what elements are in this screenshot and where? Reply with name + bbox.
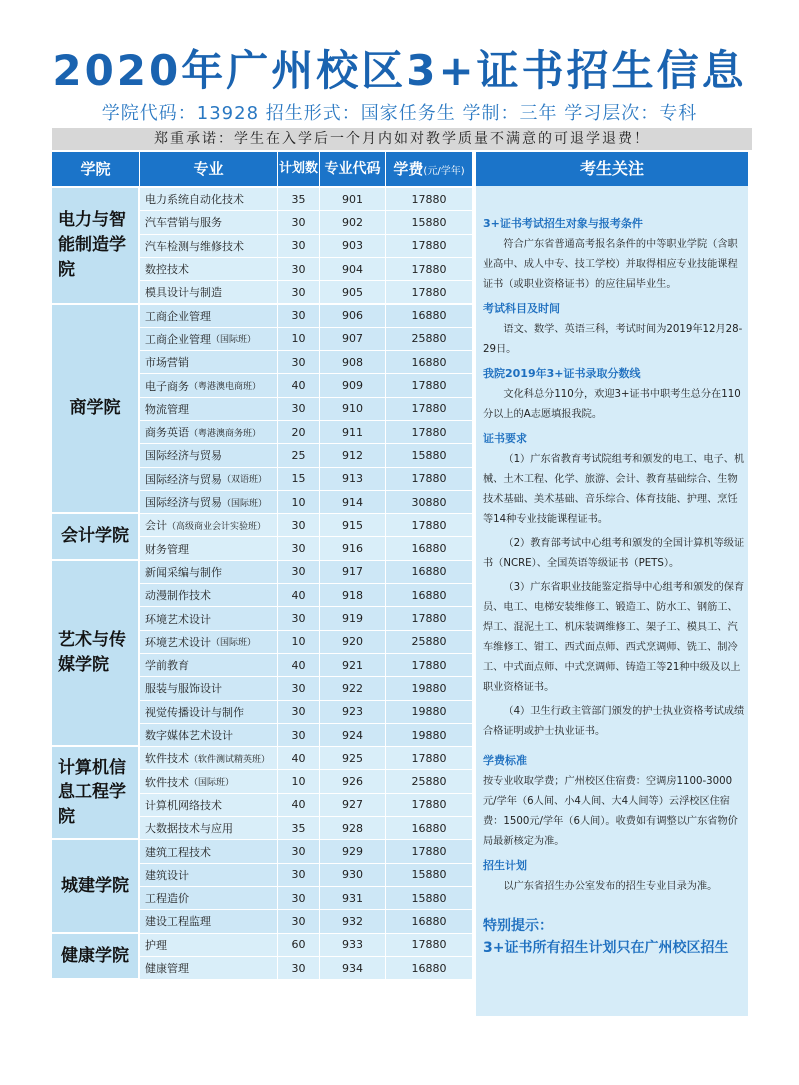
major-name: 服装与服饰设计 — [145, 682, 222, 696]
code-cell: 929 — [320, 840, 386, 862]
plan-cell: 30 — [278, 864, 320, 886]
plan-cell: 10 — [278, 491, 320, 513]
special-note-text: 3+证书所有招生计划只在广州校区招生 — [483, 940, 729, 956]
table-row — [140, 840, 472, 863]
major-note: （国际班） — [222, 498, 268, 509]
college-name: 计算机信息工程学院 — [52, 747, 140, 838]
fee-cell: 16880 — [386, 910, 472, 932]
code-cell: 909 — [320, 374, 386, 396]
fee-cell: 17880 — [386, 514, 472, 536]
major-cell — [140, 817, 278, 839]
section-plan-text: 以广东省招生办公室发布的招生专业目录为准。 — [503, 881, 718, 892]
major-name: 健康管理 — [145, 962, 189, 976]
major-cell — [140, 328, 278, 350]
plan-cell: 40 — [278, 654, 320, 676]
plan-cell: 30 — [278, 398, 320, 420]
fee-cell: 17880 — [386, 468, 472, 490]
major-cell — [140, 957, 278, 979]
code-cell: 932 — [320, 910, 386, 932]
table-row — [140, 328, 472, 351]
code-cell: 924 — [320, 724, 386, 746]
plan-cell: 30 — [278, 607, 320, 629]
plan-cell: 40 — [278, 584, 320, 606]
major-cell — [140, 421, 278, 443]
major-name: 大数据技术与应用 — [145, 822, 233, 836]
section-fee-text: 按专业收取学费；广州校区住宿费：空调房1100-3000元/学年（6人间、小4人间、大4人间等）云浮校区住宿费：1500元/学年（6人间）。收费如有调整以广东省物价局最新核定为准。 — [483, 776, 738, 847]
major-name: 计算机网络技术 — [145, 798, 222, 812]
major-name: 汽车营销与服务 — [145, 216, 222, 230]
major-cell — [140, 840, 278, 862]
major-note: （国际班） — [189, 778, 235, 789]
major-cell — [140, 747, 278, 769]
major-note: （软件测试精英班） — [189, 754, 271, 765]
table-row — [140, 864, 472, 887]
plan-cell: 30 — [278, 701, 320, 723]
major-cell — [140, 724, 278, 746]
major-rows — [140, 188, 472, 303]
plan-cell: 10 — [278, 631, 320, 653]
code-cell: 904 — [320, 258, 386, 280]
fee-cell: 15880 — [386, 864, 472, 886]
major-name: 建筑工程技术 — [145, 845, 211, 859]
plan-cell: 35 — [278, 817, 320, 839]
college-group — [52, 514, 472, 561]
table-row — [140, 468, 472, 491]
plan-cell: 30 — [278, 887, 320, 909]
major-name: 市场营销 — [145, 356, 189, 370]
major-cell — [140, 654, 278, 676]
major-cell — [140, 305, 278, 327]
table-row — [140, 374, 472, 397]
table-row — [140, 258, 472, 281]
plan-cell: 30 — [278, 305, 320, 327]
major-name: 模具设计与制造 — [145, 286, 222, 300]
plan-cell: 30 — [278, 677, 320, 699]
college-group — [52, 561, 472, 747]
major-note: （粤港澳商务班） — [189, 428, 262, 439]
college-group — [52, 934, 472, 981]
major-name: 新闻采编与制作 — [145, 565, 222, 579]
major-cell — [140, 677, 278, 699]
major-cell — [140, 631, 278, 653]
major-name: 国际经济与贸易 — [145, 472, 222, 486]
code-cell: 923 — [320, 701, 386, 723]
major-name: 工商企业管理 — [145, 309, 211, 323]
fee-cell: 19880 — [386, 677, 472, 699]
plan-cell: 30 — [278, 351, 320, 373]
fee-cell: 25880 — [386, 328, 472, 350]
major-name: 电力系统自动化技术 — [145, 193, 244, 207]
plan-cell: 15 — [278, 468, 320, 490]
table-row — [140, 631, 472, 654]
code-cell: 907 — [320, 328, 386, 350]
major-name: 学前教育 — [145, 659, 189, 673]
major-cell — [140, 794, 278, 816]
college-name: 会计学院 — [52, 514, 140, 559]
plan-cell: 40 — [278, 374, 320, 396]
major-cell — [140, 351, 278, 373]
code-cell: 933 — [320, 934, 386, 956]
fee-cell: 17880 — [386, 607, 472, 629]
code-cell: 928 — [320, 817, 386, 839]
code-cell: 912 — [320, 444, 386, 466]
table-row — [140, 514, 472, 537]
section-exam-title: 考试科目及时间 — [483, 302, 560, 315]
code-cell: 910 — [320, 398, 386, 420]
major-name: 工程造价 — [145, 892, 189, 906]
plan-cell: 30 — [278, 281, 320, 303]
plan-cell: 10 — [278, 328, 320, 350]
major-rows — [140, 305, 472, 513]
table-row — [140, 491, 472, 514]
code-cell: 917 — [320, 561, 386, 583]
major-cell — [140, 514, 278, 536]
major-rows — [140, 747, 472, 838]
table-row — [140, 584, 472, 607]
notice-panel — [476, 152, 748, 1016]
major-name: 建设工程监理 — [145, 915, 211, 929]
table-row — [140, 421, 472, 444]
table-row — [140, 747, 472, 770]
section-cert-text-2: （2）教育部考试中心组考和颁发的全国计算机等级证书（NCRE）、全国英语等级证书（PETS）。 — [483, 538, 745, 569]
major-name: 商务英语 — [145, 426, 189, 440]
table-row — [140, 910, 472, 933]
college-group — [52, 840, 472, 933]
plan-cell: 20 — [278, 421, 320, 443]
plan-cell: 30 — [278, 910, 320, 932]
admission-table — [52, 152, 472, 1016]
major-name: 环境艺术设计 — [145, 612, 211, 626]
major-rows — [140, 840, 472, 931]
major-cell — [140, 561, 278, 583]
page-subtitle: 学院代码：13928 招生形式：国家任务生 学制：三年 学习层次：专科 — [101, 103, 698, 124]
fee-cell: 17880 — [386, 747, 472, 769]
college-name: 城建学院 — [52, 840, 140, 931]
major-cell — [140, 188, 278, 210]
major-cell — [140, 444, 278, 466]
major-cell — [140, 258, 278, 280]
major-cell — [140, 398, 278, 420]
major-name: 国际经济与贸易 — [145, 449, 222, 463]
major-note: （国际班） — [211, 335, 257, 346]
code-cell: 901 — [320, 188, 386, 210]
college-name: 艺术与传媒学院 — [52, 561, 140, 745]
code-cell: 922 — [320, 677, 386, 699]
table-row — [140, 677, 472, 700]
special-note-title: 特别提示： — [483, 918, 553, 934]
plan-cell: 40 — [278, 794, 320, 816]
fee-cell: 15880 — [386, 444, 472, 466]
fee-cell: 17880 — [386, 258, 472, 280]
table-row — [140, 281, 472, 304]
major-name: 数字媒体艺术设计 — [145, 729, 233, 743]
code-cell: 916 — [320, 537, 386, 559]
plan-cell: 30 — [278, 514, 320, 536]
major-rows — [140, 514, 472, 559]
major-name: 国际经济与贸易 — [145, 496, 222, 510]
code-cell: 926 — [320, 770, 386, 792]
table-row — [140, 794, 472, 817]
major-cell — [140, 770, 278, 792]
code-cell: 903 — [320, 235, 386, 257]
fee-cell: 17880 — [386, 281, 472, 303]
table-row — [140, 188, 472, 211]
code-cell: 927 — [320, 794, 386, 816]
major-name: 工商企业管理 — [145, 332, 211, 346]
major-name: 软件技术 — [145, 752, 189, 766]
fee-cell: 19880 — [386, 701, 472, 723]
section-eligibility-title: 3+证书考试招生对象与报考条件 — [483, 217, 643, 230]
table-row — [140, 537, 472, 560]
major-cell — [140, 235, 278, 257]
table-row — [140, 957, 472, 980]
major-name: 数控技术 — [145, 263, 189, 277]
code-cell: 915 — [320, 514, 386, 536]
major-name: 汽车检测与维修技术 — [145, 239, 244, 253]
major-cell — [140, 468, 278, 490]
section-cert-text-4: （4）卫生行政主管部门颁发的护士执业资格考试成绩合格证明或护士执业证书。 — [483, 706, 745, 737]
plan-cell: 25 — [278, 444, 320, 466]
plan-cell: 30 — [278, 235, 320, 257]
code-cell: 919 — [320, 607, 386, 629]
plan-cell: 60 — [278, 934, 320, 956]
fee-cell: 16880 — [386, 561, 472, 583]
header-major: 专业 — [140, 152, 278, 186]
fee-cell: 25880 — [386, 770, 472, 792]
fee-cell: 16880 — [386, 305, 472, 327]
major-cell — [140, 584, 278, 606]
code-cell: 921 — [320, 654, 386, 676]
table-row — [140, 934, 472, 957]
major-cell — [140, 374, 278, 396]
code-cell: 913 — [320, 468, 386, 490]
major-cell — [140, 864, 278, 886]
college-name: 商学院 — [52, 305, 140, 513]
code-cell: 905 — [320, 281, 386, 303]
major-cell — [140, 211, 278, 233]
promise-banner: 郑重承诺：学生在入学后一个月内如对教学质量不满意的可退学退费！ — [52, 128, 752, 150]
major-cell — [140, 934, 278, 956]
table-row — [140, 561, 472, 584]
plan-cell: 30 — [278, 537, 320, 559]
section-score-title: 我院2019年3+证书录取分数线 — [483, 367, 641, 380]
major-name: 护理 — [145, 938, 167, 952]
code-cell: 930 — [320, 864, 386, 886]
major-cell — [140, 887, 278, 909]
code-cell: 934 — [320, 957, 386, 979]
fee-cell: 19880 — [386, 724, 472, 746]
fee-cell: 30880 — [386, 491, 472, 513]
header-fee-unit: (元/学年) — [423, 166, 465, 177]
plan-cell: 30 — [278, 840, 320, 862]
major-note: （高级商业会计实验班） — [167, 521, 267, 532]
section-exam-text: 语文、数学、英语三科，考试时间为2019年12月28-29日。 — [483, 324, 743, 355]
major-name: 视觉传播设计与制作 — [145, 705, 244, 719]
major-cell — [140, 281, 278, 303]
section-cert-text-1: （1）广东省教育考试院组考和颁发的电工、电子、机械、土木工程、化学、旅游、会计、教育基础综合、生物技术基础、美术基础、音乐综合、体育技能、护理、烹饪等14种专业技能课程证书。 — [483, 454, 745, 525]
major-cell — [140, 910, 278, 932]
table-row — [140, 235, 472, 258]
fee-cell: 15880 — [386, 211, 472, 233]
table-row — [140, 817, 472, 840]
section-cert-title: 证书要求 — [483, 432, 527, 445]
fee-cell: 15880 — [386, 887, 472, 909]
fee-cell: 16880 — [386, 957, 472, 979]
code-cell: 920 — [320, 631, 386, 653]
code-cell: 906 — [320, 305, 386, 327]
table-row — [140, 305, 472, 328]
college-group — [52, 188, 472, 305]
plan-cell: 10 — [278, 770, 320, 792]
major-cell — [140, 607, 278, 629]
bottom-margin — [0, 1018, 799, 1085]
plan-cell: 30 — [278, 957, 320, 979]
fee-cell: 25880 — [386, 631, 472, 653]
table-header — [52, 152, 472, 186]
table-row — [140, 724, 472, 747]
college-name: 电力与智能制造学院 — [52, 188, 140, 303]
panel-body — [483, 210, 745, 959]
table-row — [140, 701, 472, 724]
fee-cell: 17880 — [386, 840, 472, 862]
major-name: 环境艺术设计 — [145, 635, 211, 649]
code-cell: 925 — [320, 747, 386, 769]
section-cert-text-3: （3）广东省职业技能鉴定指导中心组考和颁发的保育员、电工、电梯安装维修工、锻造工、防水工、钢筋工、焊工、混泥土工、机床装调维修工、架子工、模具工、汽车维修工、钳工、西式面点师、西式烹调师、铣工、制冷工、中式面点师、中式烹调师、铸造工等21种中级及以上职业资格证书。 — [483, 582, 745, 693]
plan-cell: 30 — [278, 211, 320, 233]
code-cell: 918 — [320, 584, 386, 606]
major-cell — [140, 491, 278, 513]
fee-cell: 16880 — [386, 351, 472, 373]
college-group — [52, 305, 472, 515]
plan-cell: 40 — [278, 747, 320, 769]
table-row — [140, 887, 472, 910]
plan-cell: 30 — [278, 258, 320, 280]
table-row — [140, 770, 472, 793]
major-name: 建筑设计 — [145, 868, 189, 882]
fee-cell: 17880 — [386, 421, 472, 443]
section-eligibility-text: 符合广东省普通高考报名条件的中等职业学院（含职业高中、成人中专、技工学校）并取得相应专业技能课程证书（或职业资格证书）的应往届毕业生。 — [483, 239, 738, 290]
major-name: 财务管理 — [145, 542, 189, 556]
header-college: 学院 — [52, 152, 140, 186]
plan-cell: 35 — [278, 188, 320, 210]
section-score-text: 文化科总分110分，欢迎3+证书中职考生总分在110分以上的A志愿填报我院。 — [483, 389, 741, 420]
panel-title: 考生关注 — [476, 152, 748, 186]
major-name: 软件技术 — [145, 775, 189, 789]
code-cell: 911 — [320, 421, 386, 443]
college-name: 健康学院 — [52, 934, 140, 979]
major-name: 动漫制作技术 — [145, 589, 211, 603]
fee-cell: 16880 — [386, 537, 472, 559]
table-row — [140, 211, 472, 234]
major-name: 物流管理 — [145, 402, 189, 416]
fee-cell: 17880 — [386, 794, 472, 816]
fee-cell: 16880 — [386, 584, 472, 606]
major-note: （粤港澳电商班） — [189, 382, 262, 393]
major-cell — [140, 537, 278, 559]
fee-cell: 17880 — [386, 934, 472, 956]
code-cell: 908 — [320, 351, 386, 373]
fee-cell: 17880 — [386, 398, 472, 420]
major-name: 电子商务 — [145, 379, 189, 393]
table-row — [140, 444, 472, 467]
major-cell — [140, 701, 278, 723]
fee-cell: 16880 — [386, 817, 472, 839]
fee-cell: 17880 — [386, 235, 472, 257]
major-note: （双语班） — [222, 475, 268, 486]
table-row — [140, 654, 472, 677]
major-rows — [140, 934, 472, 979]
code-cell: 931 — [320, 887, 386, 909]
college-group — [52, 747, 472, 840]
plan-cell: 30 — [278, 724, 320, 746]
major-rows — [140, 561, 472, 745]
section-fee-title: 学费标准 — [483, 754, 527, 767]
major-name: 会计 — [145, 519, 167, 533]
code-cell: 914 — [320, 491, 386, 513]
fee-cell: 17880 — [386, 654, 472, 676]
table-row — [140, 607, 472, 630]
major-note: （国际班） — [211, 638, 257, 649]
fee-cell: 17880 — [386, 188, 472, 210]
header-code: 专业代码 — [320, 152, 386, 186]
code-cell: 902 — [320, 211, 386, 233]
page-title: 2020年广州校区3+证书招生信息 — [52, 46, 747, 95]
plan-cell: 30 — [278, 561, 320, 583]
table-row — [140, 398, 472, 421]
section-plan-title: 招生计划 — [483, 859, 527, 872]
header-fee — [386, 152, 472, 186]
header-plan: 计划数 — [278, 152, 320, 186]
fee-cell: 17880 — [386, 374, 472, 396]
header-fee-label: 学费 — [393, 160, 424, 178]
table-row — [140, 351, 472, 374]
